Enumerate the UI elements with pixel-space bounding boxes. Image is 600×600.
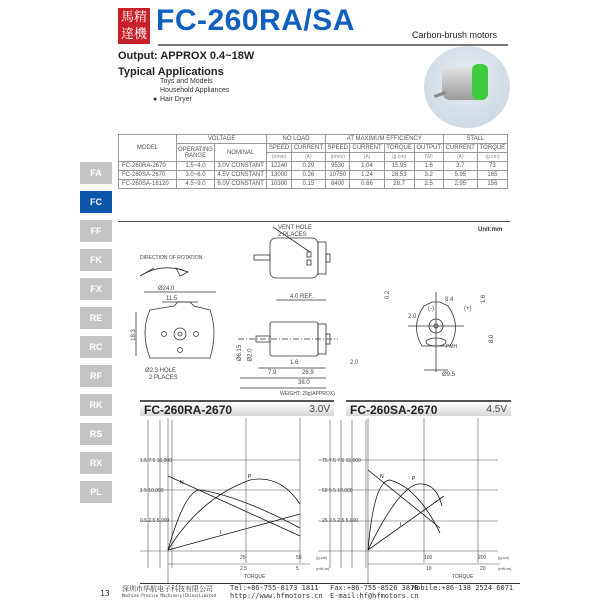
unit-current: (A) [443,153,477,162]
cell-st-torque: 156 [477,180,507,189]
x-tick-200: 200 [478,555,487,561]
logo-text-bottom: 達機 [120,27,147,42]
cell-me-torque: 28.53 [384,171,414,180]
dim-diameter-6-15: Ø6.15 [237,344,244,362]
application-item [160,77,229,86]
dim-0-2: 0.2 [385,290,392,300]
series-nav [80,162,112,510]
dim-diameter-2: Ø2.0 [247,348,254,362]
cell-model: FC-260SA-16120 [119,180,177,189]
x2-unit-mnm: (mN.m) [316,566,330,571]
weight-label: WEIGHT: 29g(APPROX) [280,391,335,397]
unit-output: (W) [414,153,443,162]
cell-me-output: 1.6 [414,162,443,171]
dim-hole-places: 2 PLACES [149,375,178,381]
tab-pl[interactable]: PL [80,481,112,503]
cell-st-torque: 165 [477,171,507,180]
cell-nominal: 4.5V CONSTANT [215,171,267,180]
applications-heading: Typical Applications [118,66,224,78]
terminal-minus-label: (-) [428,306,434,312]
cell-me-torque: 15.95 [384,162,414,171]
header-current: CURRENT [350,144,384,153]
application-label: Household Appliances [160,87,230,94]
current-curve [168,514,300,550]
cell-nl-current: 0.26 [291,171,325,180]
y-ticks-top: 75 7.5 7.5 15,000 [322,458,361,464]
dim-18-3: 18.3 [130,329,137,341]
table-subheader-row [119,144,508,153]
footer-fax: Fax:+86-755-8526 3878 [330,584,419,592]
unit-torque: (g.cm) [477,153,507,162]
brand-logo [118,8,150,44]
rotation-label: DIRECTION OF ROTATION [140,255,203,261]
x-axis-label: TORQUE [244,574,266,580]
cell-me-current: 0.66 [350,180,384,189]
unit-label: Unit:mm [478,227,503,233]
cell-range: 4.5~9.0 [177,180,215,189]
x-unit-gcm: (g.cm) [316,555,328,560]
header-model: MODEL [119,135,177,162]
cell-nl-speed: 10300 [267,180,292,189]
unit-speed: (r/min) [267,153,292,162]
cell-range: 1.5~4.0 [177,162,215,171]
application-item [153,95,229,104]
cell-nl-speed: 13000 [267,171,292,180]
dim-8-0: 8.0 [489,334,496,344]
tab-rx[interactable]: RX [80,452,112,474]
curve-label-n: N [380,474,384,480]
curve-label-n: N [180,480,184,486]
footer-tel: Tel:+86-755-8173 1811 [230,584,319,592]
x-tick-50: 50 [296,555,302,561]
terminal-plus-label: (+) [464,306,472,312]
dimension-drawing [118,222,518,402]
y-ticks-low: 25 2.5 2.5 5,000 [322,518,359,524]
tab-ff[interactable]: FF [80,220,112,242]
vent-places-label: 2 PLACES [278,232,307,238]
page-number: 13 [100,589,110,598]
x2-tick-5: 5 [296,566,299,572]
header-speed: SPEED [325,144,350,153]
efficiency-curve [168,490,300,550]
chart-title: FC-260RA-2670 [144,403,233,417]
tab-fc[interactable]: FC [80,191,112,213]
dim-26-9: 26.9 [302,370,314,376]
dim-diameter-9-5: Ø9.5 [442,372,456,378]
performance-chart-sa [318,418,518,583]
dim-8-4: 8.4 [445,297,454,303]
tab-re[interactable]: RE [80,307,112,329]
performance-chart-ra [140,418,335,583]
header-current: CURRENT [443,144,477,153]
cell-nl-current: 0.15 [291,180,325,189]
cell-st-torque: 73 [477,162,507,171]
cell-me-speed: 8400 [325,180,350,189]
pmh-mark: PMH [446,344,458,350]
dim-2-0-b: 2.0 [408,314,417,320]
y-ticks-low: 0.5 2.5 5,000 [140,518,170,524]
cell-st-current: 5.95 [443,171,477,180]
efficiency-curve [368,480,440,550]
tab-rf[interactable]: RF [80,365,112,387]
cell-me-speed: 10750 [325,171,350,180]
footer-web[interactable]: http://www.hfmotors.cn [230,592,323,600]
cell-nl-speed: 12240 [267,162,292,171]
spec-table [118,134,508,189]
header-operating-range: OPERATING RANGE [177,144,215,162]
tab-fx[interactable]: FX [80,278,112,300]
header-nominal: NOMINAL [215,144,267,162]
motor-endcap-image [472,64,488,100]
logo-text-top: 馬精 [120,10,147,25]
header-voltage: VOLTAGE [177,135,267,144]
chart-title: FC-260SA-2670 [350,403,438,417]
company-name-en: Machine Precise Machinery(China)Limited [122,593,216,598]
dim-hole: Ø2.3 HOLE [145,368,177,374]
y-ticks-mid: 50 5 5 10,000 [322,488,353,494]
dim-1-6: 1.6 [290,360,299,366]
dim-7-9: 7.9 [268,370,277,376]
company-name-cn: 深圳市华航电子科技有限公司 [122,585,213,593]
cell-st-current: 2.95 [443,180,477,189]
header-speed: SPEED [267,144,292,153]
chart-voltage: 4.5V [486,404,507,415]
cell-range: 3.0~6.0 [177,171,215,180]
y-ticks-mid: 1 5 10,000 [140,488,164,494]
header-torque: TORQUE [477,144,507,153]
header-no-load: NO LOAD [267,135,326,144]
curve-label-p: P [412,476,416,482]
table-row [119,180,508,189]
cell-me-speed: 9530 [325,162,350,171]
curve-label-p: P [248,474,252,480]
output-curve [168,479,300,550]
tab-rs[interactable]: RS [80,423,112,445]
x2-tick-2-5: 2.5 [240,566,247,572]
application-item [160,86,229,95]
output-range: Output: APPROX 0.4~18W [118,50,255,62]
cell-model: FC-260RA-2670 [119,162,177,171]
dim-ref-4: 4.0 REF. [290,294,314,300]
unit-speed: (r/min) [325,153,350,162]
page-subtitle: Carbon-brush motors [412,30,498,40]
unit-torque: (g.cm) [384,153,414,162]
x2-unit-mnm: (mN.m) [498,566,512,571]
header-output: OUTPUT [414,144,443,153]
x-tick-25: 25 [240,555,246,561]
cell-st-current: 3.7 [443,162,477,171]
header-max-efficiency: AT MAXIMUM EFFICIENCY [325,135,443,144]
curve-label-i: I [220,530,222,536]
cell-me-output: 3.2 [414,171,443,180]
x2-tick-20: 20 [480,566,486,572]
x-tick-100: 100 [424,555,433,561]
header-torque: TORQUE [384,144,414,153]
cell-me-torque: 28.7 [384,180,414,189]
tab-rc[interactable]: RC [80,336,112,358]
dim-1-6-b: 1.6 [481,294,488,304]
tab-fa[interactable]: FA [80,162,112,184]
curve-label-i: I [400,522,402,528]
dim-diameter-24: Ø24.0 [158,286,175,292]
chart-voltage: 3.0V [309,404,330,415]
chart-header-sa [346,400,511,416]
footer-email[interactable]: E-mail:hf@hfmotors.cn [330,592,419,600]
vent-hole-label: VENT HOLE [278,225,312,231]
dim-38: 38.0 [298,380,310,386]
dim-11-5: 11.5 [166,296,178,302]
tab-fk[interactable]: FK [80,249,112,271]
title-divider [158,44,508,46]
cell-nl-current: 0.29 [291,162,325,171]
cell-nominal: 3.0V CONSTANT [215,162,267,171]
x2-tick-10: 10 [426,566,432,572]
cell-me-current: 1.04 [350,162,384,171]
table-header-row [119,135,508,144]
table-row [119,162,508,171]
application-label: Toys and Models [160,78,213,85]
x-unit-gcm: (g.cm) [498,555,510,560]
speed-curve [368,470,440,528]
speed-curve [168,476,300,536]
unit-current: (A) [350,153,384,162]
application-label: Hair Dryer [160,96,192,103]
chart-header-ra [140,400,334,416]
applications-list [153,77,230,104]
page-title: FC-260RA/SA [156,4,355,37]
cell-me-current: 1.24 [350,171,384,180]
dim-2-0: 2.0 [350,360,359,366]
y-ticks-top: 1.5 7.5 15,000 [140,458,172,464]
header-stall: STALL [443,135,507,144]
header-current: CURRENT [291,144,325,153]
current-curve [368,496,444,550]
footer-mobile: Mobile:+86-138 2524 6071 [412,584,514,592]
bullet-icon: ● [153,96,158,103]
unit-current: (A) [291,153,325,162]
cell-nominal: 6.0V CONSTANT [215,180,267,189]
tab-rk[interactable]: RK [80,394,112,416]
cell-me-output: 2.5 [414,180,443,189]
cell-model: FC-260SA-2670 [119,171,177,180]
x-axis-label: TORQUE [452,574,474,580]
table-row [119,171,508,180]
